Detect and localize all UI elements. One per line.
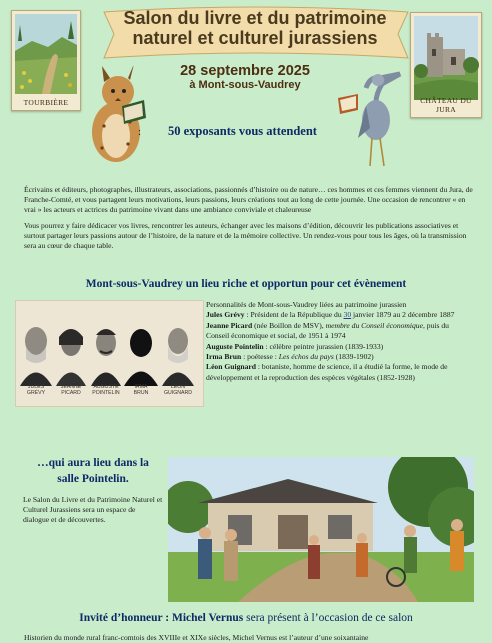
title-line-2: naturel et culturel jurassiens [132, 28, 378, 48]
venue-heading-line-2: salle Pointelin. [57, 473, 129, 485]
personality-picard: Jeanne Picard (née Boillon de MSV), membre du Conseil économique, puis du Conseil économique et social, de 1951 à 1974 [206, 320, 449, 341]
personality-guignard: Léon Guignard : botaniste, homme de science, il a étudié la forme, le mode de développement et la reproduction des espèces végétales (1852-1928) [206, 362, 448, 382]
personalities-list [206, 300, 472, 383]
tourbiere-label: TOURBIÈRE [23, 98, 69, 107]
intro-paragraph-1: Écrivains et éditeurs, photographes, illustrateurs, associations, passionnés d’histoire ou de nature… ces hommes et ces femmes viennent du Jura, de Franche-Comté, et vous partagent leurs motivations, leurs passions, leurs créations tout au long de cette journée. Une occasion de rencontrer « en vrai » les acteurs et actrices du patrimoine vivant dans une ambiance conviviale et chaleureuse [24, 185, 473, 215]
venue-photo [168, 457, 474, 602]
exhibitors-count: 50 exposants vous attendent [168, 124, 317, 138]
tourbiere-illustration [12, 11, 80, 110]
guest-heading-rest: sera présent à l’occasion de ce salon [243, 612, 413, 624]
portrait-label-brun: IRMA BRUN [133, 384, 149, 396]
chateau-label: CHÂTEAU DU JURA [420, 96, 472, 114]
chateau-card [410, 12, 482, 118]
header [0, 0, 492, 175]
lynx-reading-illustration [82, 66, 152, 166]
personalities-intro: Personnalités de Mont-sous-Vaudrey liées au patrimoine jurassien [206, 300, 407, 309]
venue-text: Le Salon du Livre et du Patrimoine Naturel et Culturel Jurassiens sera un espace de dialogue et de découvertes. [23, 495, 163, 525]
venue-heading-line-1: …qui aura lieu dans la [37, 457, 149, 469]
portrait-label-picard: JEANNE PICARD [60, 384, 82, 396]
event-date: 28 septembre 2025 [180, 63, 310, 79]
portrait-label-guignard: LÉON GUIGNARD [164, 384, 192, 396]
tourbiere-card [11, 10, 81, 111]
title-line-1: Salon du livre et du patrimoine [123, 8, 387, 28]
venue-illustration [168, 457, 474, 602]
portrait-label-pointelin: AUGUSTE POINTELIN [92, 384, 120, 396]
venue-heading [20, 455, 166, 487]
heron-reading-illustration [336, 68, 406, 168]
event-place: à Mont-sous-Vaudrey [189, 79, 301, 91]
page-title [110, 8, 400, 48]
personality-brun: Irma Brun : poétesse : Les échos du pays (1839-1902) [206, 352, 374, 362]
guest-heading-bold: Invité d’honneur : Michel Vernus [79, 612, 244, 624]
guest-heading [10, 612, 482, 624]
intro-section [24, 185, 474, 251]
personality-grevy: Jules Grévy : Président de la République du 30 janvier 1879 au 2 décembre 1887 [206, 310, 455, 320]
personality-pointelin: Auguste Pointelin : célèbre peintre jurassien (1839-1933) [206, 341, 384, 351]
date-link[interactable]: 30 [343, 310, 352, 320]
intro-paragraph-2: Vous pourrez y faire dédicacer vos livres, rencontrer les auteurs, échanger avec les maisons d’édition, découvrir les publications associatives et surtout partager leurs passions autour de l’histoire, de la nature et de la mémoire collective. Un rendez-vous pour tous les âges, où la transmission sera au cœur de chaque table. [24, 220, 467, 251]
portrait-label-grevy: JULES GRÉVY [26, 384, 46, 396]
guest-text: Historien du monde rural franc-comtois des XVIIIe et XIXe siècles, Michel Vernus est l’auteur d’une soixantaine [24, 633, 369, 642]
section1-heading: Mont-sous-Vaudrey un lieu riche et opportun pour cet évènement [85, 278, 407, 290]
portraits-image [15, 300, 204, 407]
colon-mark: : [138, 126, 142, 138]
